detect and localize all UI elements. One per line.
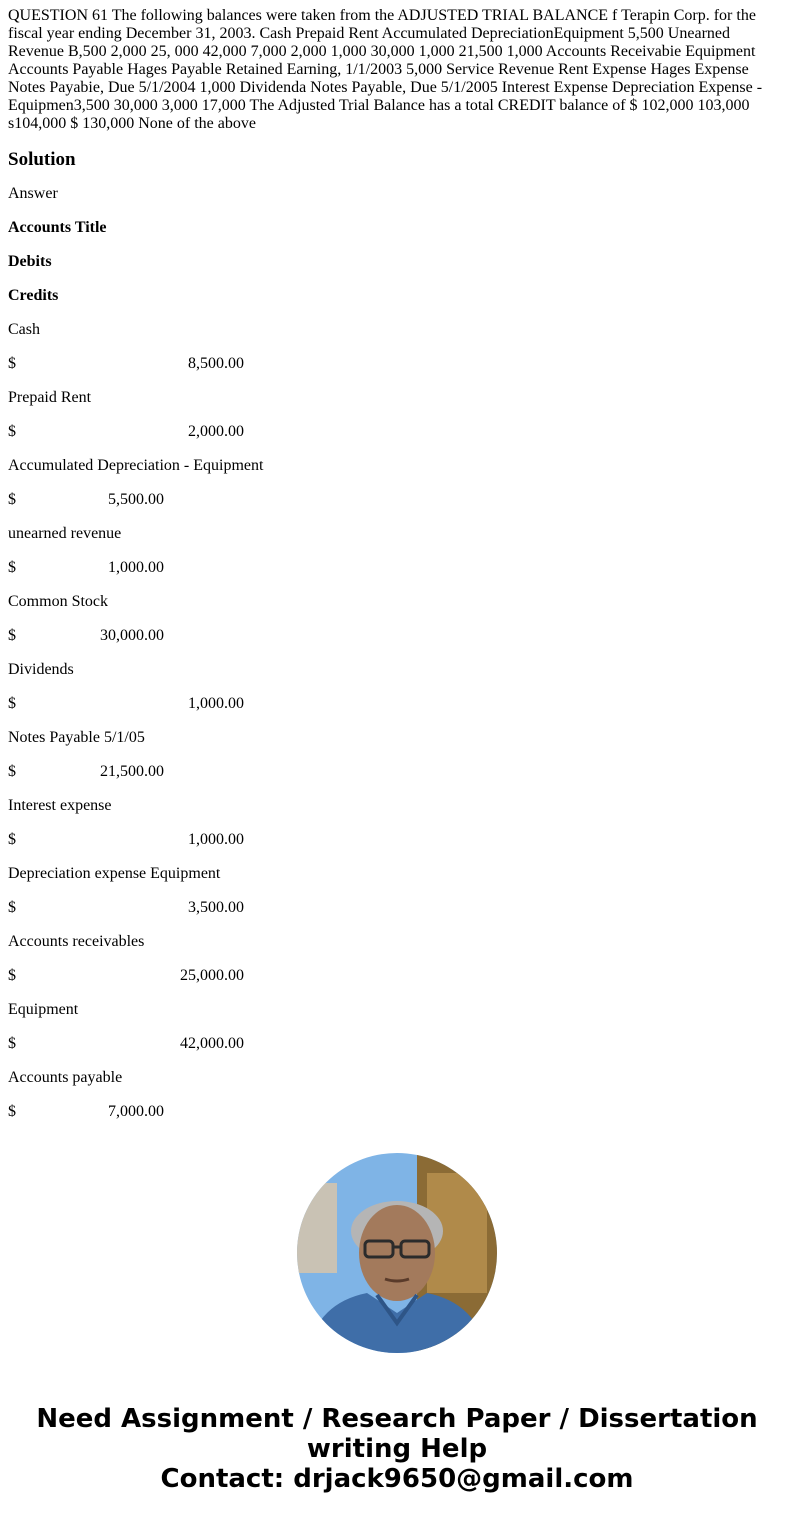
account-name: Cash [8,321,40,338]
account-name: Notes Payable 5/1/05 [8,729,145,746]
answer-label: Answer [8,185,58,202]
currency-symbol: $ [8,627,16,644]
credit-amount: 1,000.00 [108,559,164,576]
amount-line [8,695,778,713]
debit-amount: 25,000.00 [180,967,244,984]
amount-line [8,355,778,373]
credit-amount: 21,500.00 [100,763,164,780]
currency-symbol: $ [8,559,16,576]
amount-line [8,899,778,917]
account-name: Common Stock [8,593,109,610]
amount-line [8,559,778,577]
account-name: Accumulated Depreciation - Equipment [8,457,264,474]
currency-symbol: $ [8,695,16,712]
amount-line [8,423,778,441]
account-name: Accounts payable [8,1069,123,1086]
credit-amount: 7,000.00 [108,1103,164,1120]
author-avatar [297,1153,497,1353]
header-credits: Credits [8,287,59,304]
debit-amount: 3,500.00 [188,899,244,916]
account-name: Interest expense [8,797,112,814]
amount-line [8,831,778,849]
currency-symbol: $ [8,967,16,984]
amount-line [8,763,778,781]
trial-balance-rows [8,321,778,1121]
amount-line [8,1103,778,1121]
solution-heading: Solution [8,149,76,170]
amount-line [8,627,778,645]
credit-amount: 30,000.00 [100,627,164,644]
account-name: unearned revenue [8,525,122,542]
account-name: Depreciation expense Equipment [8,865,221,882]
debit-amount: 2,000.00 [188,423,244,440]
debit-amount: 8,500.00 [188,355,244,372]
debit-amount: 1,000.00 [188,695,244,712]
promo-banner [0,1404,794,1494]
banner-contact: Contact: drjack9650@gmail.com [160,1464,634,1494]
currency-symbol: $ [8,1035,16,1052]
account-name: Equipment [8,1001,79,1018]
account-name: Prepaid Rent [8,389,92,406]
banner-line-2: writing Help [306,1434,488,1464]
amount-line [8,491,778,509]
account-name: Dividends [8,661,74,678]
currency-symbol: $ [8,423,16,440]
header-debits: Debits [8,253,52,270]
header-accounts-title: Accounts Title [8,219,107,236]
credit-amount: 5,500.00 [108,491,164,508]
amount-line [8,967,778,985]
currency-symbol: $ [8,899,16,916]
currency-symbol: $ [8,1103,16,1120]
banner-line-1: Need Assignment / Research Paper / Dissertation [36,1404,758,1434]
debit-amount: 1,000.00 [188,831,244,848]
account-name: Accounts receivables [8,933,145,950]
person-portrait-icon [297,1153,497,1353]
currency-symbol: $ [8,491,16,508]
solution-document [8,7,778,1122]
question-text: QUESTION 61 The following balances were taken from the ADJUSTED TRIAL BALANCE f Terapin Corp. for the fiscal year ending December 31, 2003. Cash Prepaid Rent Accumulated DepreciationEquipment 5,500 Unearned Revenue B,500 2,000 25, 000 42,000 7,000 2,000 1,000 30,000 1,000 21,500 1,000 Accounts Receivabie Equipment Accounts Payable Hages Payable Retained Earning, 1/1/2003 5,000 Service Revenue Rent Expense Hages Expense Notes Payabie, Due 5/1/2004 1,000 Dividenda Notes Payable, Due 5/1/2005 Interest Expense Depreciation Expense - Equipmen3,500 30,000 3,000 17,000 The Adjusted Trial Balance has a total CREDIT balance of $ 102,000 103,000 s104,000 $ 130,000 None of the above [8,7,763,132]
currency-symbol: $ [8,355,16,372]
currency-symbol: $ [8,831,16,848]
debit-amount: 42,000.00 [180,1035,244,1052]
amount-line [8,1035,778,1053]
currency-symbol: $ [8,763,16,780]
